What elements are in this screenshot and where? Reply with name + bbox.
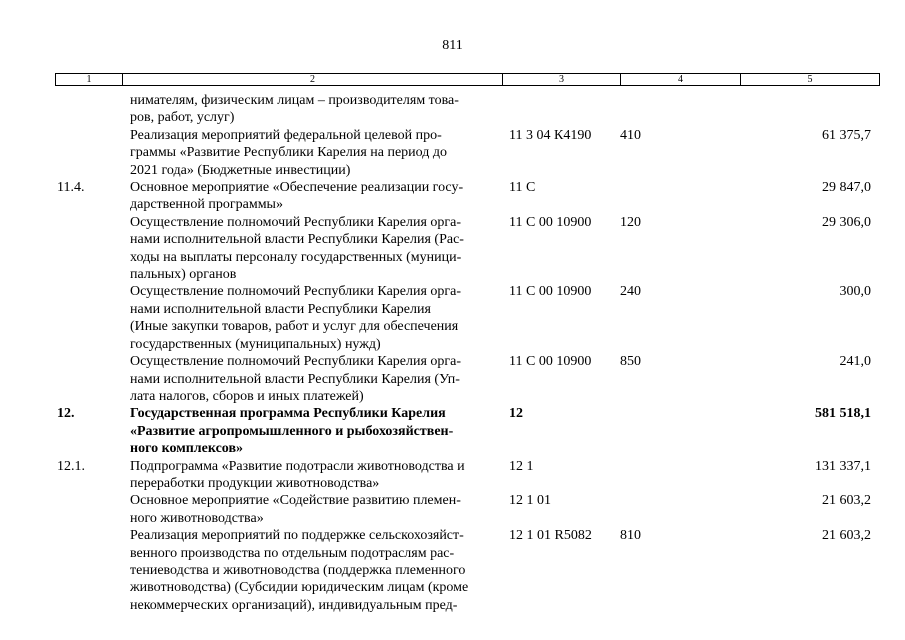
- row-budget-code: 12 1 01: [509, 493, 551, 509]
- description-line: Реализация мероприятий по поддержке сельскохозяйст-: [130, 528, 464, 544]
- table-row: [55, 283, 880, 353]
- row-number: [55, 92, 130, 127]
- row-expense-type: [620, 92, 700, 127]
- row-number: [55, 127, 130, 179]
- description-line: нами исполнительной власти Республики Карелия: [130, 301, 431, 317]
- row-expense-type: 810: [620, 528, 641, 544]
- row-amount: 21 603,2: [822, 493, 871, 509]
- row-number: [55, 353, 130, 405]
- row-number: 12.: [57, 406, 75, 422]
- row-amount: 581 518,1: [815, 406, 871, 422]
- row-budget-code: 12 1 01 R5082: [509, 528, 592, 544]
- row-number: 11.4.: [57, 180, 85, 196]
- description-line: (Иные закупки товаров, работ и услуг для обеспечения: [130, 319, 459, 335]
- row-amount: 300,0: [839, 284, 871, 300]
- description-line: ного животноводства»: [130, 510, 264, 526]
- row-amount: 21 603,2: [822, 528, 871, 544]
- description-line: Государственная программа Республики Карелия: [130, 406, 446, 422]
- row-budget-code: 11 С 00 10900: [509, 214, 592, 230]
- row-description: [130, 492, 500, 527]
- row-description: [130, 527, 500, 614]
- table-row: [55, 92, 880, 127]
- row-expense-type: 850: [620, 354, 641, 370]
- row-expense-type: [620, 492, 700, 527]
- description-line: Основное мероприятие «Содействие развитию племен-: [130, 493, 461, 509]
- table-row: [55, 458, 880, 493]
- table-row: [55, 405, 880, 457]
- row-expense-type: 240: [620, 284, 641, 300]
- row-amount: [700, 92, 875, 127]
- row-amount: 29 306,0: [822, 214, 871, 230]
- description-line: переработки продукции животноводства»: [130, 475, 380, 491]
- description-line: Подпрограмма «Развитие подотрасли животноводства и: [130, 458, 465, 474]
- row-expense-type: [620, 405, 700, 457]
- row-budget-code: 11 С: [509, 180, 536, 196]
- column-header-2: 2: [123, 74, 503, 85]
- description-line: лата налогов, сборов и иных платежей): [130, 388, 364, 404]
- row-description: [130, 283, 500, 353]
- row-budget-code: 11 3 04 К4190: [509, 127, 592, 143]
- row-amount: 131 337,1: [815, 458, 871, 474]
- table-row: [55, 353, 880, 405]
- column-header-4: 4: [621, 74, 741, 85]
- description-line: нами исполнительной власти Республики Карелия (Уп-: [130, 371, 460, 387]
- row-expense-type: [620, 458, 700, 493]
- description-line: ного комплексов»: [130, 441, 244, 457]
- description-line: тениеводства и животноводства (поддержка племенного: [130, 562, 466, 578]
- table-row: [55, 179, 880, 214]
- row-number: [55, 492, 130, 527]
- row-amount: 241,0: [839, 354, 871, 370]
- row-expense-type: [620, 179, 700, 214]
- table-row: [55, 527, 880, 614]
- row-description: [130, 214, 500, 284]
- description-line: ров, работ, услуг): [130, 110, 235, 126]
- table-row: [55, 492, 880, 527]
- description-line: Осуществление полномочий Республики Карелия орга-: [130, 214, 462, 230]
- description-line: пальных) органов: [130, 267, 237, 283]
- description-line: дарственной программы»: [130, 197, 283, 213]
- description-line: нимателям, физическим лицам – производителям това-: [130, 93, 459, 108]
- row-description: [130, 458, 500, 493]
- row-number: [55, 283, 130, 353]
- row-amount: 29 847,0: [822, 180, 871, 196]
- column-header-3: 3: [503, 74, 621, 85]
- description-line: Осуществление полномочий Республики Карелия орга-: [130, 354, 462, 370]
- row-number: 12.1.: [57, 458, 85, 474]
- description-line: Основное мероприятие «Обеспечение реализации госу-: [130, 180, 464, 196]
- row-description: [130, 127, 500, 179]
- description-line: Реализация мероприятий федеральной целевой про-: [130, 127, 442, 143]
- description-line: «Развитие агропромышленного и рыбохозяйствен-: [130, 423, 454, 439]
- column-header-5: 5: [807, 74, 813, 85]
- row-expense-type: 120: [620, 214, 641, 230]
- description-line: государственных (муниципальных) нужд): [130, 336, 381, 352]
- row-amount: 61 375,7: [822, 127, 871, 143]
- table-column-header: [55, 73, 880, 86]
- row-budget-code: 12 1: [509, 458, 534, 474]
- description-line: животноводства) (Субсидии юридическим лицам (кроме: [130, 580, 469, 596]
- table-row: [55, 214, 880, 284]
- description-line: граммы «Развитие Республики Карелия на период до: [130, 145, 448, 161]
- row-budget-code: 11 С 00 10900: [509, 354, 592, 370]
- row-description: [130, 405, 500, 457]
- row-budget-code: 12: [509, 406, 523, 422]
- table-row: [55, 127, 880, 179]
- row-description: [130, 353, 500, 405]
- page-number: 811: [442, 38, 463, 53]
- table-body: [55, 92, 880, 614]
- description-line: некоммерческих организаций), индивидуальным пред-: [130, 597, 458, 613]
- description-line: 2021 года» (Бюджетные инвестиции): [130, 162, 351, 178]
- description-line: венного производства по отдельным подотраслям рас-: [130, 545, 455, 561]
- row-budget-code: 11 С 00 10900: [509, 284, 592, 300]
- column-header-1: 1: [56, 74, 123, 85]
- row-budget-code: [500, 92, 620, 127]
- row-expense-type: 410: [620, 127, 641, 143]
- description-line: нами исполнительной власти Республики Карелия (Рас-: [130, 232, 464, 248]
- row-number: [55, 214, 130, 284]
- description-line: ходы на выплаты персоналу государственных (муници-: [130, 249, 462, 265]
- row-number: [55, 527, 130, 614]
- row-description: [130, 179, 500, 214]
- description-line: Осуществление полномочий Республики Карелия орга-: [130, 284, 462, 300]
- row-description: [130, 92, 500, 127]
